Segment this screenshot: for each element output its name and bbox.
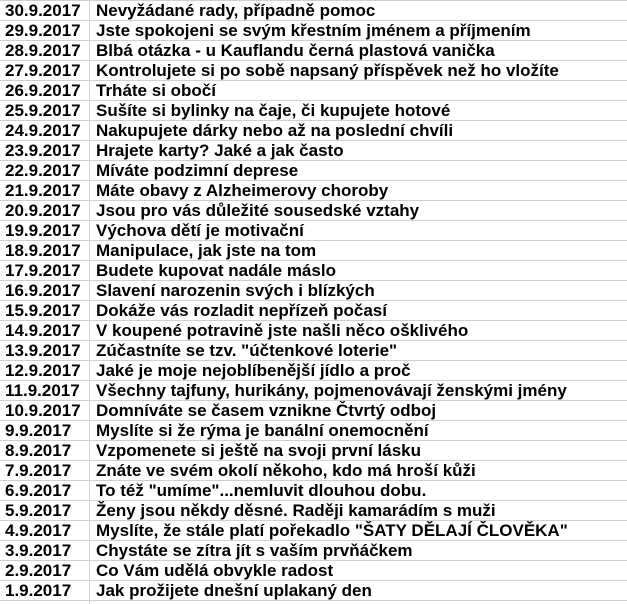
- table-row: [0, 281, 627, 301]
- table-row: [0, 441, 627, 461]
- topic-cell[interactable]: Myslíte, že stále platí pořekadlo "ŠATY DĚLAJÍ ČLOVĚKA": [96, 521, 568, 540]
- table-row: [0, 141, 627, 161]
- table-row: [0, 461, 627, 481]
- date-cell[interactable]: 30.9.2017: [0, 1, 90, 20]
- date-cell[interactable]: 6.9.2017: [0, 481, 90, 500]
- topic-cell[interactable]: Myslíte si že rýma je banální onemocnění: [96, 421, 429, 440]
- table-row: [0, 181, 627, 201]
- date-cell[interactable]: 5.9.2017: [0, 501, 90, 520]
- table-row: [0, 301, 627, 321]
- table-row: [0, 21, 627, 41]
- table-row: [0, 541, 627, 561]
- topic-cell[interactable]: Blbá otázka - u Kauflandu černá plastová vanička: [96, 41, 495, 60]
- date-cell[interactable]: 4.9.2017: [0, 521, 90, 540]
- table-row: [0, 101, 627, 121]
- date-cell[interactable]: 26.9.2017: [0, 81, 90, 100]
- topic-cell[interactable]: Trháte si obočí: [96, 81, 216, 100]
- table-row: [0, 41, 627, 61]
- table-row: [0, 561, 627, 581]
- date-cell[interactable]: 8.9.2017: [0, 441, 90, 460]
- date-cell[interactable]: 10.9.2017: [0, 401, 90, 420]
- date-cell[interactable]: 3.9.2017: [0, 541, 90, 560]
- date-cell[interactable]: 29.9.2017: [0, 21, 90, 40]
- topic-cell[interactable]: V koupené potravině jste našli něco ošklivého: [96, 321, 469, 340]
- table-row: [0, 241, 627, 261]
- date-cell[interactable]: 18.9.2017: [0, 241, 90, 260]
- date-cell[interactable]: 2.9.2017: [0, 561, 90, 580]
- table-row: [0, 521, 627, 541]
- table-row: [0, 61, 627, 81]
- topic-cell[interactable]: Zúčastníte se tzv. "účtenkové loterie": [96, 341, 398, 360]
- topic-cell[interactable]: Hrajete karty? Jaké a jak často: [96, 141, 344, 160]
- date-cell[interactable]: 28.9.2017: [0, 41, 90, 60]
- date-cell[interactable]: 7.9.2017: [0, 461, 90, 480]
- topic-cell[interactable]: Domníváte se časem vznikne Čtvrtý odboj: [96, 401, 437, 420]
- topic-cell[interactable]: Jak prožijete dnešní uplakaný den: [96, 581, 372, 600]
- topic-cell[interactable]: Slavení narozenin svých i blízkých: [96, 281, 375, 300]
- date-cell[interactable]: 9.9.2017: [0, 421, 90, 440]
- topic-cell[interactable]: Míváte podzimní deprese: [96, 161, 299, 180]
- date-cell[interactable]: 13.9.2017: [0, 341, 90, 360]
- table-row: [0, 341, 627, 361]
- table-row: [0, 501, 627, 521]
- topic-cell[interactable]: To též "umíme"...nemluvit dlouhou dobu.: [96, 481, 427, 500]
- table-row: [0, 81, 627, 101]
- topic-cell[interactable]: Nevyžádané rady, případně pomoc: [96, 1, 376, 20]
- topic-cell[interactable]: Budete kupovat nadále máslo: [96, 261, 336, 280]
- table-row: [0, 581, 627, 601]
- topic-cell[interactable]: Výchova dětí je motivační: [96, 221, 304, 240]
- date-cell[interactable]: 25.9.2017: [0, 101, 90, 120]
- date-cell[interactable]: 1.9.2017: [0, 581, 90, 600]
- table-row: [0, 201, 627, 221]
- topic-cell[interactable]: Nakupujete dárky nebo až na poslední chvíli: [96, 121, 454, 140]
- date-cell[interactable]: 20.9.2017: [0, 201, 90, 220]
- table-row: [0, 361, 627, 381]
- date-cell[interactable]: 12.9.2017: [0, 361, 90, 380]
- topic-cell[interactable]: Jste spokojeni se svým křestním jménem a příjmením: [96, 21, 531, 40]
- table-row: [0, 381, 627, 401]
- topic-cell[interactable]: Co Vám udělá obvykle radost: [96, 561, 334, 580]
- table-row: [0, 161, 627, 181]
- topic-cell[interactable]: Jsou pro vás důležité sousedské vztahy: [96, 201, 420, 220]
- topic-cell[interactable]: Znáte ve svém okolí někoho, kdo má hroší kůži: [96, 461, 476, 480]
- topic-cell[interactable]: Všechny tajfuny, hurikány, pojmenovávají ženskými jmény: [96, 381, 567, 400]
- date-cell[interactable]: 22.9.2017: [0, 161, 90, 180]
- topic-cell[interactable]: Ženy jsou někdy děsné. Raději kamarádím s muži: [96, 501, 496, 520]
- topic-cell[interactable]: Kontrolujete si po sobě napsaný příspěvek než ho vložíte: [96, 61, 559, 80]
- table-row: [0, 481, 627, 501]
- date-cell[interactable]: 19.9.2017: [0, 221, 90, 240]
- table-row: [0, 421, 627, 441]
- topic-cell[interactable]: Máte obavy z Alzheimerovy choroby: [96, 181, 389, 200]
- date-cell[interactable]: 15.9.2017: [0, 301, 90, 320]
- topic-cell[interactable]: Manipulace, jak jste na tom: [96, 241, 317, 260]
- date-cell[interactable]: 24.9.2017: [0, 121, 90, 140]
- date-cell[interactable]: 14.9.2017: [0, 321, 90, 340]
- table-row: [0, 1, 627, 21]
- date-cell[interactable]: 16.9.2017: [0, 281, 90, 300]
- topic-cell[interactable]: Chystáte se zítra jít s vaším prvňáčkem: [96, 541, 413, 560]
- table-row: [0, 321, 627, 341]
- date-cell[interactable]: 27.9.2017: [0, 61, 90, 80]
- date-cell[interactable]: 21.9.2017: [0, 181, 90, 200]
- date-cell[interactable]: 11.9.2017: [0, 381, 90, 400]
- table-row: [0, 221, 627, 241]
- date-cell[interactable]: 17.9.2017: [0, 261, 90, 280]
- table-row: [0, 401, 627, 421]
- topic-cell[interactable]: Jaké je moje nejoblíbenější jídlo a proč: [96, 361, 411, 380]
- table-row: [0, 121, 627, 141]
- table-row: [0, 261, 627, 281]
- topic-cell[interactable]: Vzpomenete si ještě na svoji první lásku: [96, 441, 422, 460]
- topic-cell[interactable]: Dokáže vás rozladit nepřízeň počasí: [96, 301, 387, 320]
- date-cell[interactable]: 23.9.2017: [0, 141, 90, 160]
- topic-cell[interactable]: Sušíte si bylinky na čaje, či kupujete hotové: [96, 101, 451, 120]
